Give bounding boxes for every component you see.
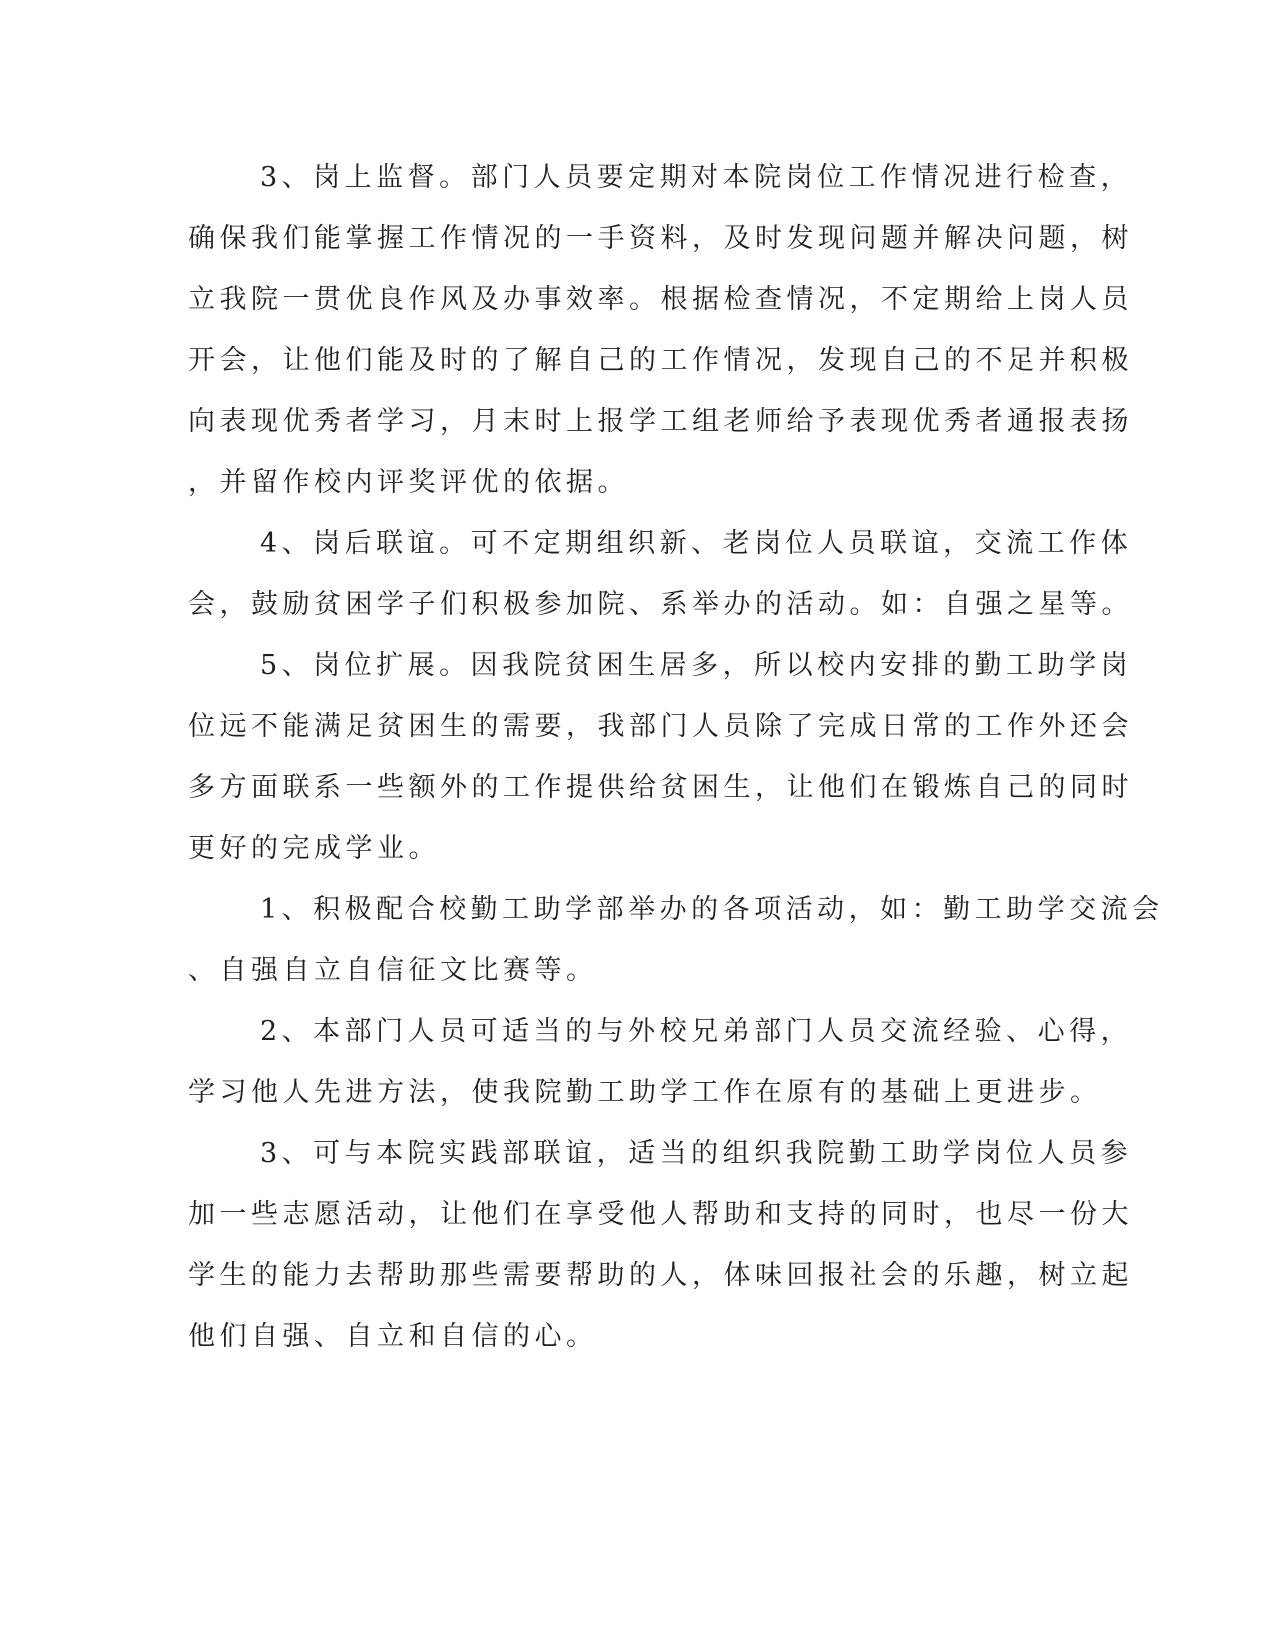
paragraph-line: 3、可与本院实践部联谊，适当的组织我院勤工助学岗位人员参 — [260, 1138, 1133, 1169]
paragraph-line: 学生的能力去帮助那些需要帮助的人，体味回报社会的乐趣，树立起 — [188, 1260, 1133, 1291]
paragraph-line: 4、岗后联谊。可不定期组织新、老岗位人员联谊，交流工作体 — [260, 528, 1133, 559]
paragraph-line: 会，鼓励贫困学子们积极参加院、系举办的活动。如：自强之星等。 — [188, 589, 1133, 620]
paragraph-line: 多方面联系一些额外的工作提供给贫困生，让他们在锻炼自己的同时 — [188, 772, 1133, 803]
paragraph-line: 2、本部门人员可适当的与外校兄弟部门人员交流经验、心得， — [260, 1016, 1133, 1047]
paragraph-line: 向表现优秀者学习，月末时上报学工组老师给予表现优秀者通报表扬 — [188, 406, 1133, 437]
paragraph-line: 3、岗上监督。部门人员要定期对本院岗位工作情况进行检查， — [260, 162, 1133, 193]
paragraph-line: 他们自强、自立和自信的心。 — [188, 1321, 598, 1352]
paragraph-line: 开会，让他们能及时的了解自己的工作情况，发现自己的不足并积极 — [188, 345, 1133, 376]
paragraph-line: 、自强自立自信征文比赛等。 — [188, 955, 598, 986]
paragraph-line: 1、积极配合校勤工助学部举办的各项活动，如：勤工助学交流会 — [260, 894, 1164, 925]
document-body — [188, 158, 1164, 1378]
paragraph-line: 5、岗位扩展。因我院贫困生居多，所以校内安排的勤工助学岗 — [260, 650, 1133, 681]
paragraph-line: 确保我们能掌握工作情况的一手资料，及时发现问题并解决问题，树 — [188, 223, 1133, 254]
paragraph-line: 加一些志愿活动，让他们在享受他人帮助和支持的同时，也尽一份大 — [188, 1199, 1133, 1230]
paragraph-line: 更好的完成学业。 — [188, 833, 440, 864]
paragraph-line: ，并留作校内评奖评优的依据。 — [188, 467, 629, 498]
paragraph-line: 位远不能满足贫困生的需要，我部门人员除了完成日常的工作外还会 — [188, 711, 1133, 742]
paragraph-line: 立我院一贯优良作风及办事效率。根据检查情况，不定期给上岗人员 — [188, 284, 1133, 315]
paragraph-line: 学习他人先进方法，使我院勤工助学工作在原有的基础上更进步。 — [188, 1077, 1102, 1108]
